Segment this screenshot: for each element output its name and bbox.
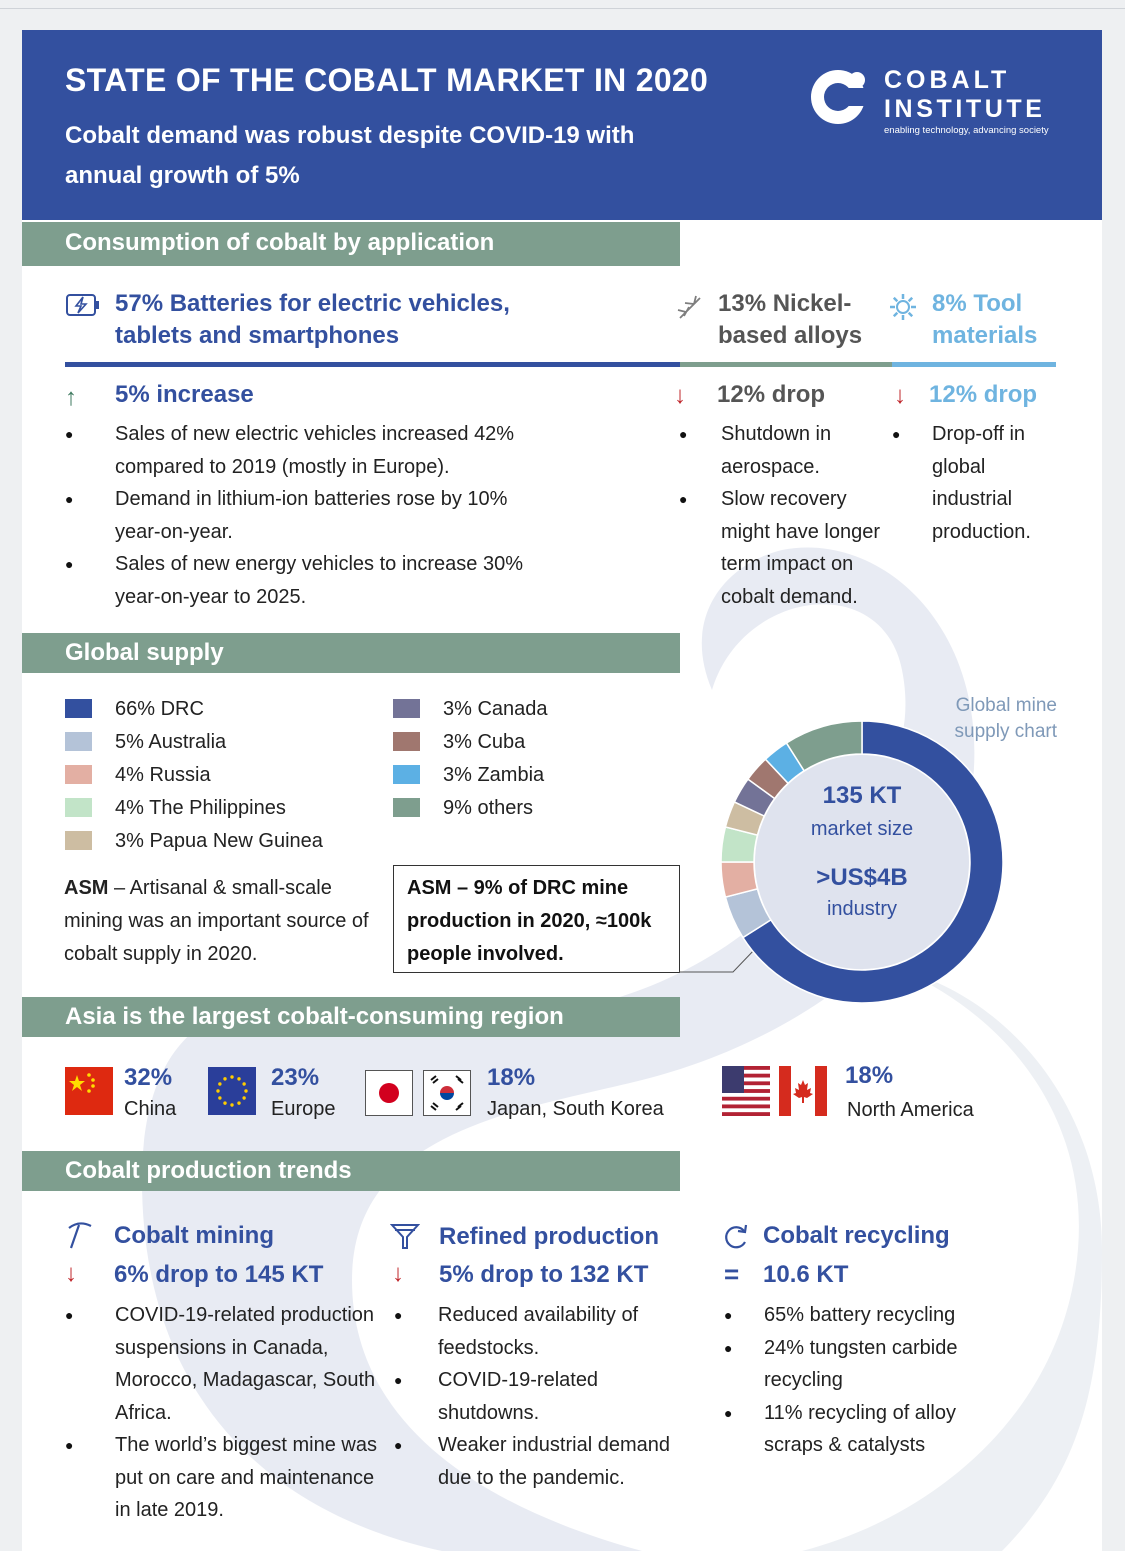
europe-share: 23% — [271, 1064, 320, 1091]
infographic-page — [22, 30, 1102, 1551]
list-item: ● Demand in lithium-ion batteries rose by 10% year-on-year. — [65, 483, 545, 548]
section-title-production-trends: Cobalt production trends — [65, 1157, 352, 1184]
legend-item — [393, 729, 525, 755]
list-item: ● COVID-19-related production suspensions in Canada, Morocco, Madagascar, South Africa. — [65, 1299, 385, 1429]
japan-korea-label: Japan, South Korea — [487, 1098, 664, 1120]
section-title-global-supply: Global supply — [65, 639, 224, 666]
eu-star — [216, 1089, 219, 1092]
list-item: ● 24% tungsten carbide recycling — [724, 1332, 1014, 1397]
section-title-regions: Asia is the largest cobalt-consuming region — [65, 1003, 564, 1030]
tools-divider — [892, 362, 1056, 367]
us-stripe — [722, 1097, 770, 1101]
canada-flag-icon — [779, 1066, 827, 1116]
north-america-label: North America — [847, 1099, 974, 1121]
legend-swatch — [65, 798, 92, 817]
legend-item — [393, 696, 548, 722]
legend-item — [393, 795, 533, 821]
batteries-change: 5% increase — [115, 381, 254, 408]
legend-item — [393, 762, 544, 788]
north-america-share: 18% — [845, 1062, 894, 1089]
page-subtitle: Cobalt demand was robust despite COVID-19 with annual growth of 5% — [65, 122, 635, 189]
eu-star — [244, 1089, 247, 1092]
legend-label: 9% others — [443, 797, 534, 819]
japan-flag-icon — [365, 1070, 413, 1116]
legend-swatch — [65, 699, 92, 718]
legend-item — [65, 729, 226, 755]
us-stripe — [722, 1112, 770, 1116]
section-bar-global-supply — [22, 633, 680, 673]
recycle-icon — [722, 1223, 750, 1251]
legend-item — [65, 828, 323, 854]
legend-label: 3% Zambia — [443, 764, 545, 786]
alloys-divider — [680, 362, 892, 367]
mining-change: 6% drop to 145 KT — [114, 1261, 324, 1288]
asm-description: ASM – Artisanal & small-scale mining was an important source of cobalt supply in 2020. — [64, 877, 369, 965]
refined-change: 5% drop to 132 KT — [439, 1261, 649, 1288]
list-item: ● Sales of new electric vehicles increased 42% compared to 2019 (mostly in Europe). — [65, 418, 545, 483]
logo-text-institute: INSTITUTE — [884, 95, 1046, 123]
market-size-value: 135 KT — [822, 782, 902, 809]
legend-item — [65, 795, 286, 821]
list-item: ● COVID-19-related shutdowns. — [394, 1364, 694, 1429]
logo-text-cobalt: COBALT — [884, 66, 1011, 94]
legend-swatch — [393, 732, 420, 751]
legend-swatch — [65, 732, 92, 751]
refined-bullet-list — [394, 1299, 694, 1494]
legend-swatch — [65, 831, 92, 850]
drop-arrow-icon: ↓ — [65, 1260, 77, 1287]
recycling-change: 10.6 KT — [763, 1261, 849, 1288]
section-bar-production-trends — [22, 1151, 680, 1191]
industry-value: >US$4B — [816, 864, 908, 891]
tools-change: 12% drop — [929, 381, 1038, 408]
list-item: ● Slow recovery might have longer term impact on cobalt demand. — [679, 483, 899, 613]
legend-swatch — [65, 765, 92, 784]
alloys-title: 13% Nickel-based alloys — [718, 290, 863, 349]
section-title-consumption: Consumption of cobalt by application — [65, 229, 495, 256]
tools-title: 8% Tool materials — [932, 290, 1038, 349]
industry-label: industry — [826, 898, 898, 920]
china-label: China — [124, 1098, 177, 1120]
list-item: ● Drop-off in global industrial production. — [892, 418, 1052, 548]
eu-star — [218, 1082, 221, 1085]
chart-caption: Global mine supply chart — [954, 695, 1057, 742]
gear-icon — [888, 292, 918, 322]
asm-callout-text: ASM – 9% of DRC mine production in 2020, ≈100k people involved. — [407, 877, 652, 965]
list-item: ● The world’s biggest mine was put on care and maintenance in late 2019. — [65, 1429, 385, 1527]
eu-star — [230, 1103, 233, 1106]
equal-sign-icon: = — [724, 1259, 740, 1289]
list-item: ● Weaker industrial demand due to the pandemic. — [394, 1429, 694, 1494]
section-bar-regions — [22, 997, 680, 1037]
europe-label: Europe — [271, 1098, 336, 1120]
increase-arrow-icon: ↑ — [65, 384, 77, 411]
legend-label: 4% The Philippines — [115, 797, 286, 819]
list-item: ● 11% recycling of alloy scraps & catalysts — [724, 1397, 1014, 1462]
page-title: STATE OF THE COBALT MARKET IN 2020 — [65, 62, 709, 98]
china-share: 32% — [124, 1064, 173, 1091]
legend-item — [65, 762, 211, 788]
list-item: ● 65% battery recycling — [724, 1299, 1014, 1332]
alloys-change: 12% drop — [717, 381, 826, 408]
us-stripe — [722, 1093, 770, 1097]
alloys-bullet-list — [679, 418, 899, 613]
airplane-icon — [676, 294, 704, 322]
list-item: ● Shutdown in aerospace. — [679, 418, 899, 483]
eu-star — [230, 1075, 233, 1078]
eu-star — [237, 1077, 240, 1080]
eu-flag-icon — [208, 1067, 256, 1115]
list-item: ● Reduced availability of feedstocks. — [394, 1299, 694, 1364]
pickaxe-icon — [65, 1220, 95, 1250]
batteries-divider — [65, 362, 680, 367]
legend-item — [65, 696, 204, 722]
drop-arrow-icon: ↓ — [392, 1260, 404, 1287]
eu-star — [218, 1096, 221, 1099]
mining-bullet-list — [65, 1299, 385, 1527]
legend-label: 3% Papua New Guinea — [115, 830, 323, 852]
mining-title: Cobalt mining — [114, 1222, 274, 1249]
section-bar-consumption — [22, 222, 680, 266]
legend-label: 66% DRC — [115, 698, 204, 720]
logo-tagline: enabling technology, advancing society — [884, 125, 1049, 136]
global-mine-supply-donut-chart — [712, 712, 1012, 1012]
legend-label: 5% Australia — [115, 731, 227, 753]
eu-star — [237, 1101, 240, 1104]
eu-star — [223, 1077, 226, 1080]
legend-label: 3% Canada — [443, 698, 548, 720]
legend-label: 3% Cuba — [443, 731, 526, 753]
legend-swatch — [393, 699, 420, 718]
china-flag-icon — [65, 1067, 113, 1115]
drop-arrow-icon: ↓ — [674, 382, 686, 409]
list-item: ● Sales of new energy vehicles to increase 30% year-on-year to 2025. — [65, 548, 545, 613]
drop-arrow-icon: ↓ — [894, 382, 906, 409]
funnel-icon — [390, 1222, 420, 1250]
eu-star — [242, 1096, 245, 1099]
recycling-bullet-list — [724, 1299, 1014, 1462]
eu-star — [242, 1082, 245, 1085]
legend-swatch — [393, 798, 420, 817]
japan-korea-share: 18% — [487, 1064, 536, 1091]
us-stripe — [722, 1108, 770, 1112]
south-korea-flag-icon — [423, 1070, 471, 1116]
top-border-line — [0, 8, 1125, 9]
batteries-bullet-list — [65, 418, 545, 613]
usa-flag-icon — [722, 1066, 770, 1116]
legend-label: 4% Russia — [115, 764, 211, 786]
batteries-title: 57% Batteries for electric vehicles, tablets and smartphones — [115, 290, 510, 349]
eu-star — [223, 1101, 226, 1104]
market-size-label: market size — [810, 818, 914, 840]
refined-title: Refined production — [439, 1223, 659, 1250]
battery-icon — [65, 292, 101, 318]
us-stripe — [722, 1101, 770, 1105]
legend-swatch — [393, 765, 420, 784]
tools-bullet-list — [892, 418, 1052, 548]
cobalt-institute-logo-icon — [808, 64, 872, 128]
us-stripe — [722, 1104, 770, 1108]
recycling-title: Cobalt recycling — [763, 1222, 950, 1249]
